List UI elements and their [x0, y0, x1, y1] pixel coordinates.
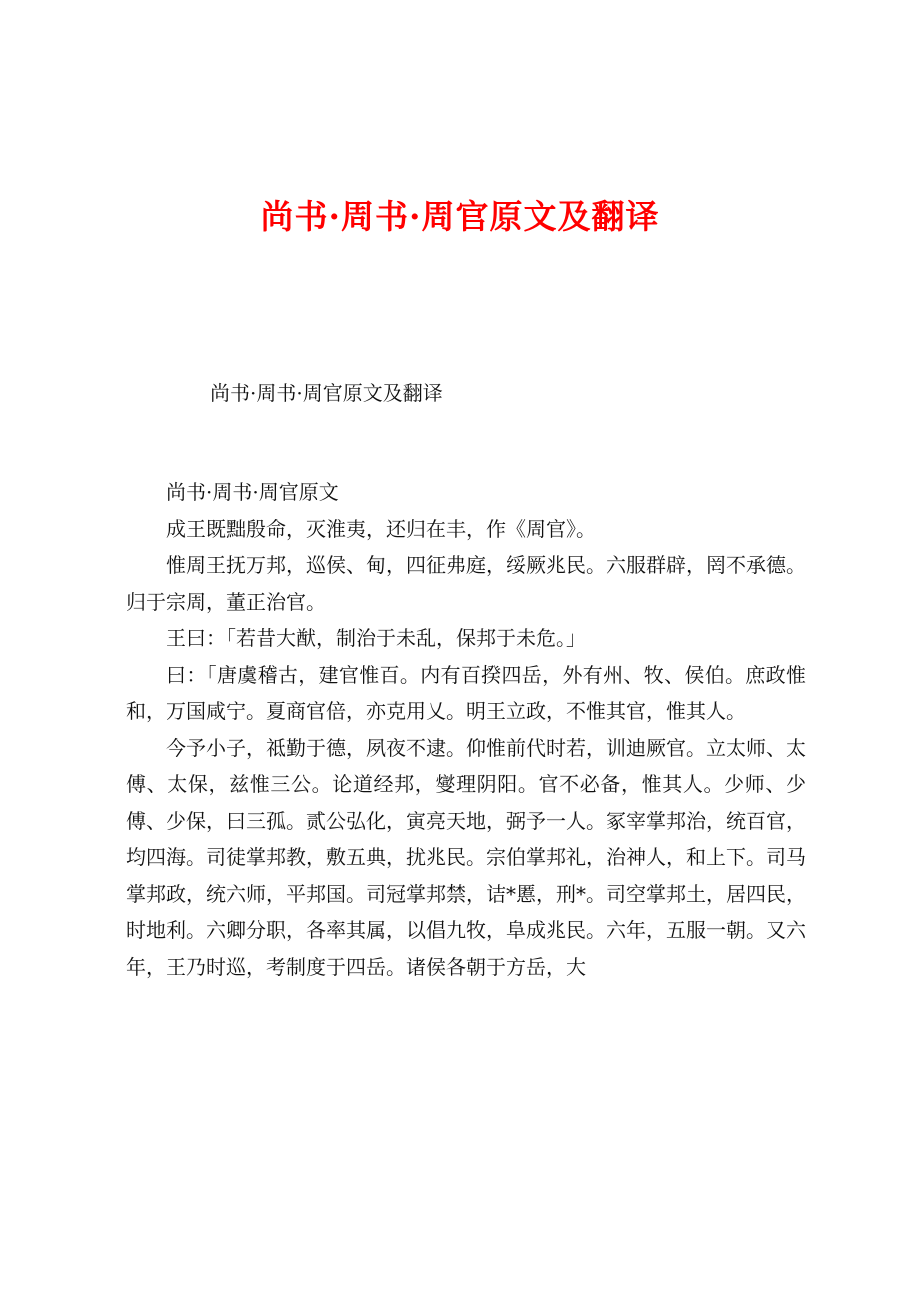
- paragraph: 王曰：「若昔大猷，制治于未乱，保邦于未危。」: [166, 626, 586, 650]
- paragraph: 尚书·周书·周官原文: [166, 480, 339, 504]
- paragraph: 惟周王抚万邦，巡侯、甸，四征弗庭，绥厥兆民。六服群辟，罔不承德。归于宗周，董正治官。: [126, 553, 806, 614]
- document-body: [126, 474, 806, 985]
- paragraph: 成王既黜殷命，灭淮夷，还归在丰，作《周官》。: [166, 516, 596, 541]
- document-subtitle: 尚书·周书·周官原文及翻译: [210, 381, 443, 405]
- document-title: 尚书·周书·周官原文及翻译: [260, 197, 660, 236]
- paragraph: 曰：「唐虞稽古，建官惟百。内有百揆四岳，外有州、牧、侯伯。庶政惟和，万国咸宁。夏商官倍，亦克用乂。明王立政，不惟其官，惟其人。: [126, 662, 806, 723]
- paragraph: 今予小子，祗勤于德，夙夜不逮。仰惟前代时若，训迪厥官。立太师、太傅、太保，兹惟三公。论道经邦，燮理阴阳。官不必备，惟其人。少师、少傅、少保，曰三孤。贰公弘化，寅亮天地，弼予一人。冢宰掌邦治，统百官，均四海。司徒掌邦教，敷五典，扰兆民。宗伯掌邦礼，治神人，和上下。司马掌邦政，统六师，平邦国。司冠掌邦禁，诘*慝，刑*。司空掌邦土，居四民，时地利。六卿分职，各率其属，以倡九牧，阜成兆民。六年，五服一朝。又六年，王乃时巡，考制度于四岳。诸侯各朝于方岳，大: [126, 735, 806, 979]
